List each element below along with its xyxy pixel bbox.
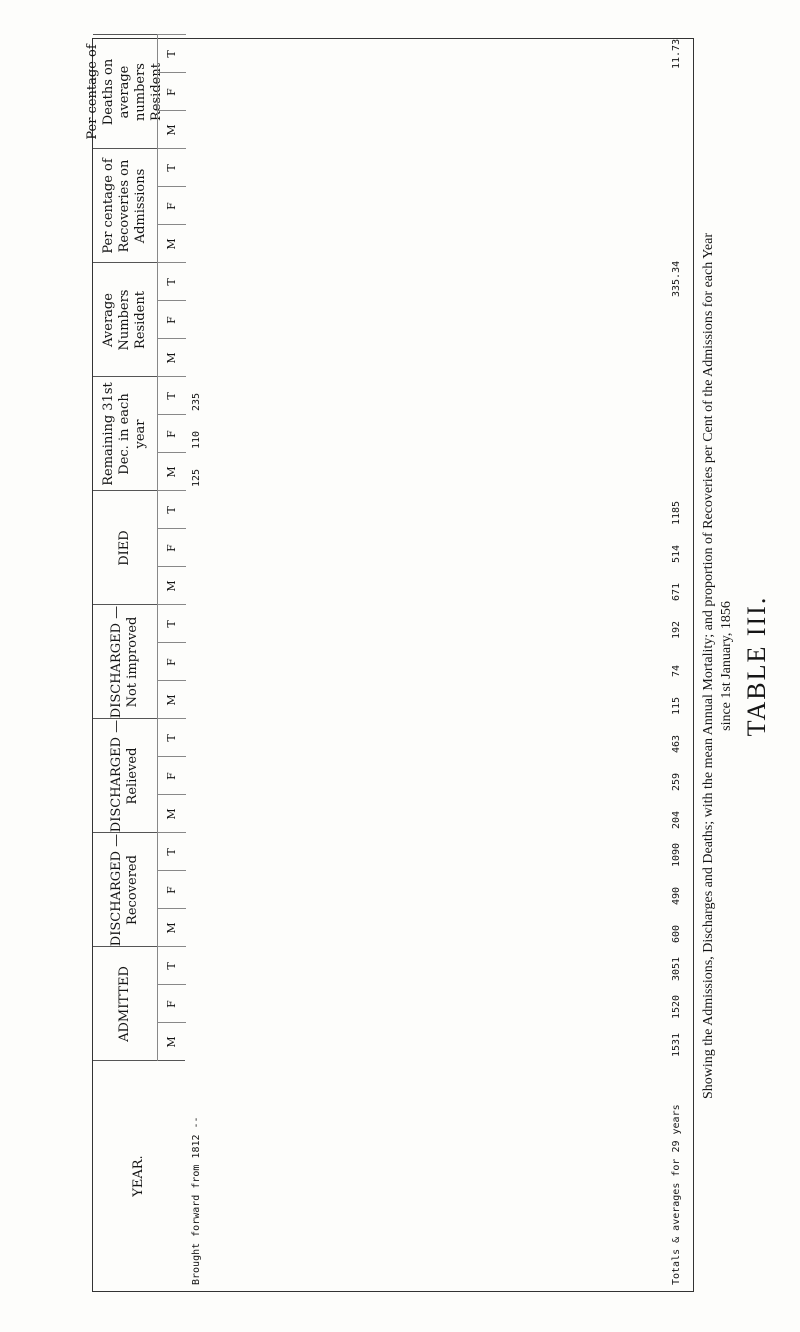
totals-cell: 1520 (671, 994, 682, 1019)
totals-cell: 11.73 (671, 38, 682, 69)
column-group-header: DISCHARGED — Relieved (93, 718, 157, 833)
column-group-header: ADMITTED (93, 946, 157, 1061)
totals-cell: 204 (671, 810, 682, 829)
table-title: TABLE III. (742, 595, 771, 737)
sub-column-header: M (157, 1022, 186, 1061)
sub-column-header: T (157, 262, 186, 301)
sub-column-header: M (157, 110, 186, 149)
sub-column-header: M (157, 452, 186, 491)
sub-column-header: F (157, 186, 186, 225)
year-header: YEAR. (93, 1060, 185, 1291)
totals-cell: 192 (671, 620, 682, 639)
column-group-header: Per centage of Deaths on average numbers Resident (93, 34, 157, 149)
sub-column-header: M (157, 338, 186, 377)
totals-cell: 3051 (671, 956, 682, 981)
sub-column-header: T (157, 490, 186, 529)
column-group-header: Per centage of Recoveries on Admissions (93, 148, 157, 263)
sub-column-header: F (157, 300, 186, 339)
totals-cell: 1090 (671, 842, 682, 867)
row-label-brought-forward: Brought forward from 1812 -- (191, 1116, 202, 1285)
column-group-header: Remaining 31st Dec. in each year (93, 376, 157, 491)
totals-cell: 490 (671, 886, 682, 905)
brought-forward-cell: 110 (191, 430, 202, 449)
sub-column-header: M (157, 224, 186, 263)
sub-column-header: M (157, 908, 186, 947)
sub-column-header: F (157, 870, 186, 909)
sub-column-header: T (157, 376, 186, 415)
sub-column-header: F (157, 642, 186, 681)
sub-column-header: M (157, 794, 186, 833)
totals-cell: 1531 (671, 1032, 682, 1057)
totals-cell: 335.34 (671, 260, 682, 297)
sub-column-header: T (157, 34, 186, 73)
sub-column-header: T (157, 832, 186, 871)
table-subtitle (700, 0, 736, 1332)
sub-column-header: F (157, 756, 186, 795)
sub-column-header: T (157, 718, 186, 757)
sub-column-header: F (157, 984, 186, 1023)
row-label-totals: Totals & averages for 29 years (671, 1104, 682, 1285)
sub-column-header: F (157, 414, 186, 453)
sub-column-header: M (157, 680, 186, 719)
totals-cell: 259 (671, 772, 682, 791)
totals-cell: 74 (671, 664, 682, 677)
brought-forward-cell: 235 (191, 392, 202, 411)
subtitle-line-1: Showing the Admissions, Discharges and Deaths; with the mean Annual Mortality; and proportion of Recoveries per Cent of the Admissions for each Year (701, 232, 716, 1100)
sub-column-header: M (157, 566, 186, 605)
totals-cell: 463 (671, 734, 682, 753)
column-group-header: DIED (93, 490, 157, 605)
totals-cell: 671 (671, 582, 682, 601)
sub-column-header: T (157, 946, 186, 985)
sub-column-header: F (157, 72, 186, 111)
totals-cell: 1185 (671, 500, 682, 525)
sub-column-header: T (157, 604, 186, 643)
totals-cell: 600 (671, 924, 682, 943)
column-group-header: DISCHARGED — Not improved (93, 604, 157, 719)
sub-column-header: F (157, 528, 186, 567)
subtitle-line-2: since 1st January, 1856 (719, 601, 734, 731)
totals-cell: 514 (671, 544, 682, 563)
sub-column-header: T (157, 148, 186, 187)
column-group-header: Average Numbers Resident (93, 262, 157, 377)
column-group-header: DISCHARGED — Recovered (93, 832, 157, 947)
brought-forward-cell: 125 (191, 468, 202, 487)
statistics-table (85, 38, 694, 1292)
totals-cell: 115 (671, 696, 682, 715)
